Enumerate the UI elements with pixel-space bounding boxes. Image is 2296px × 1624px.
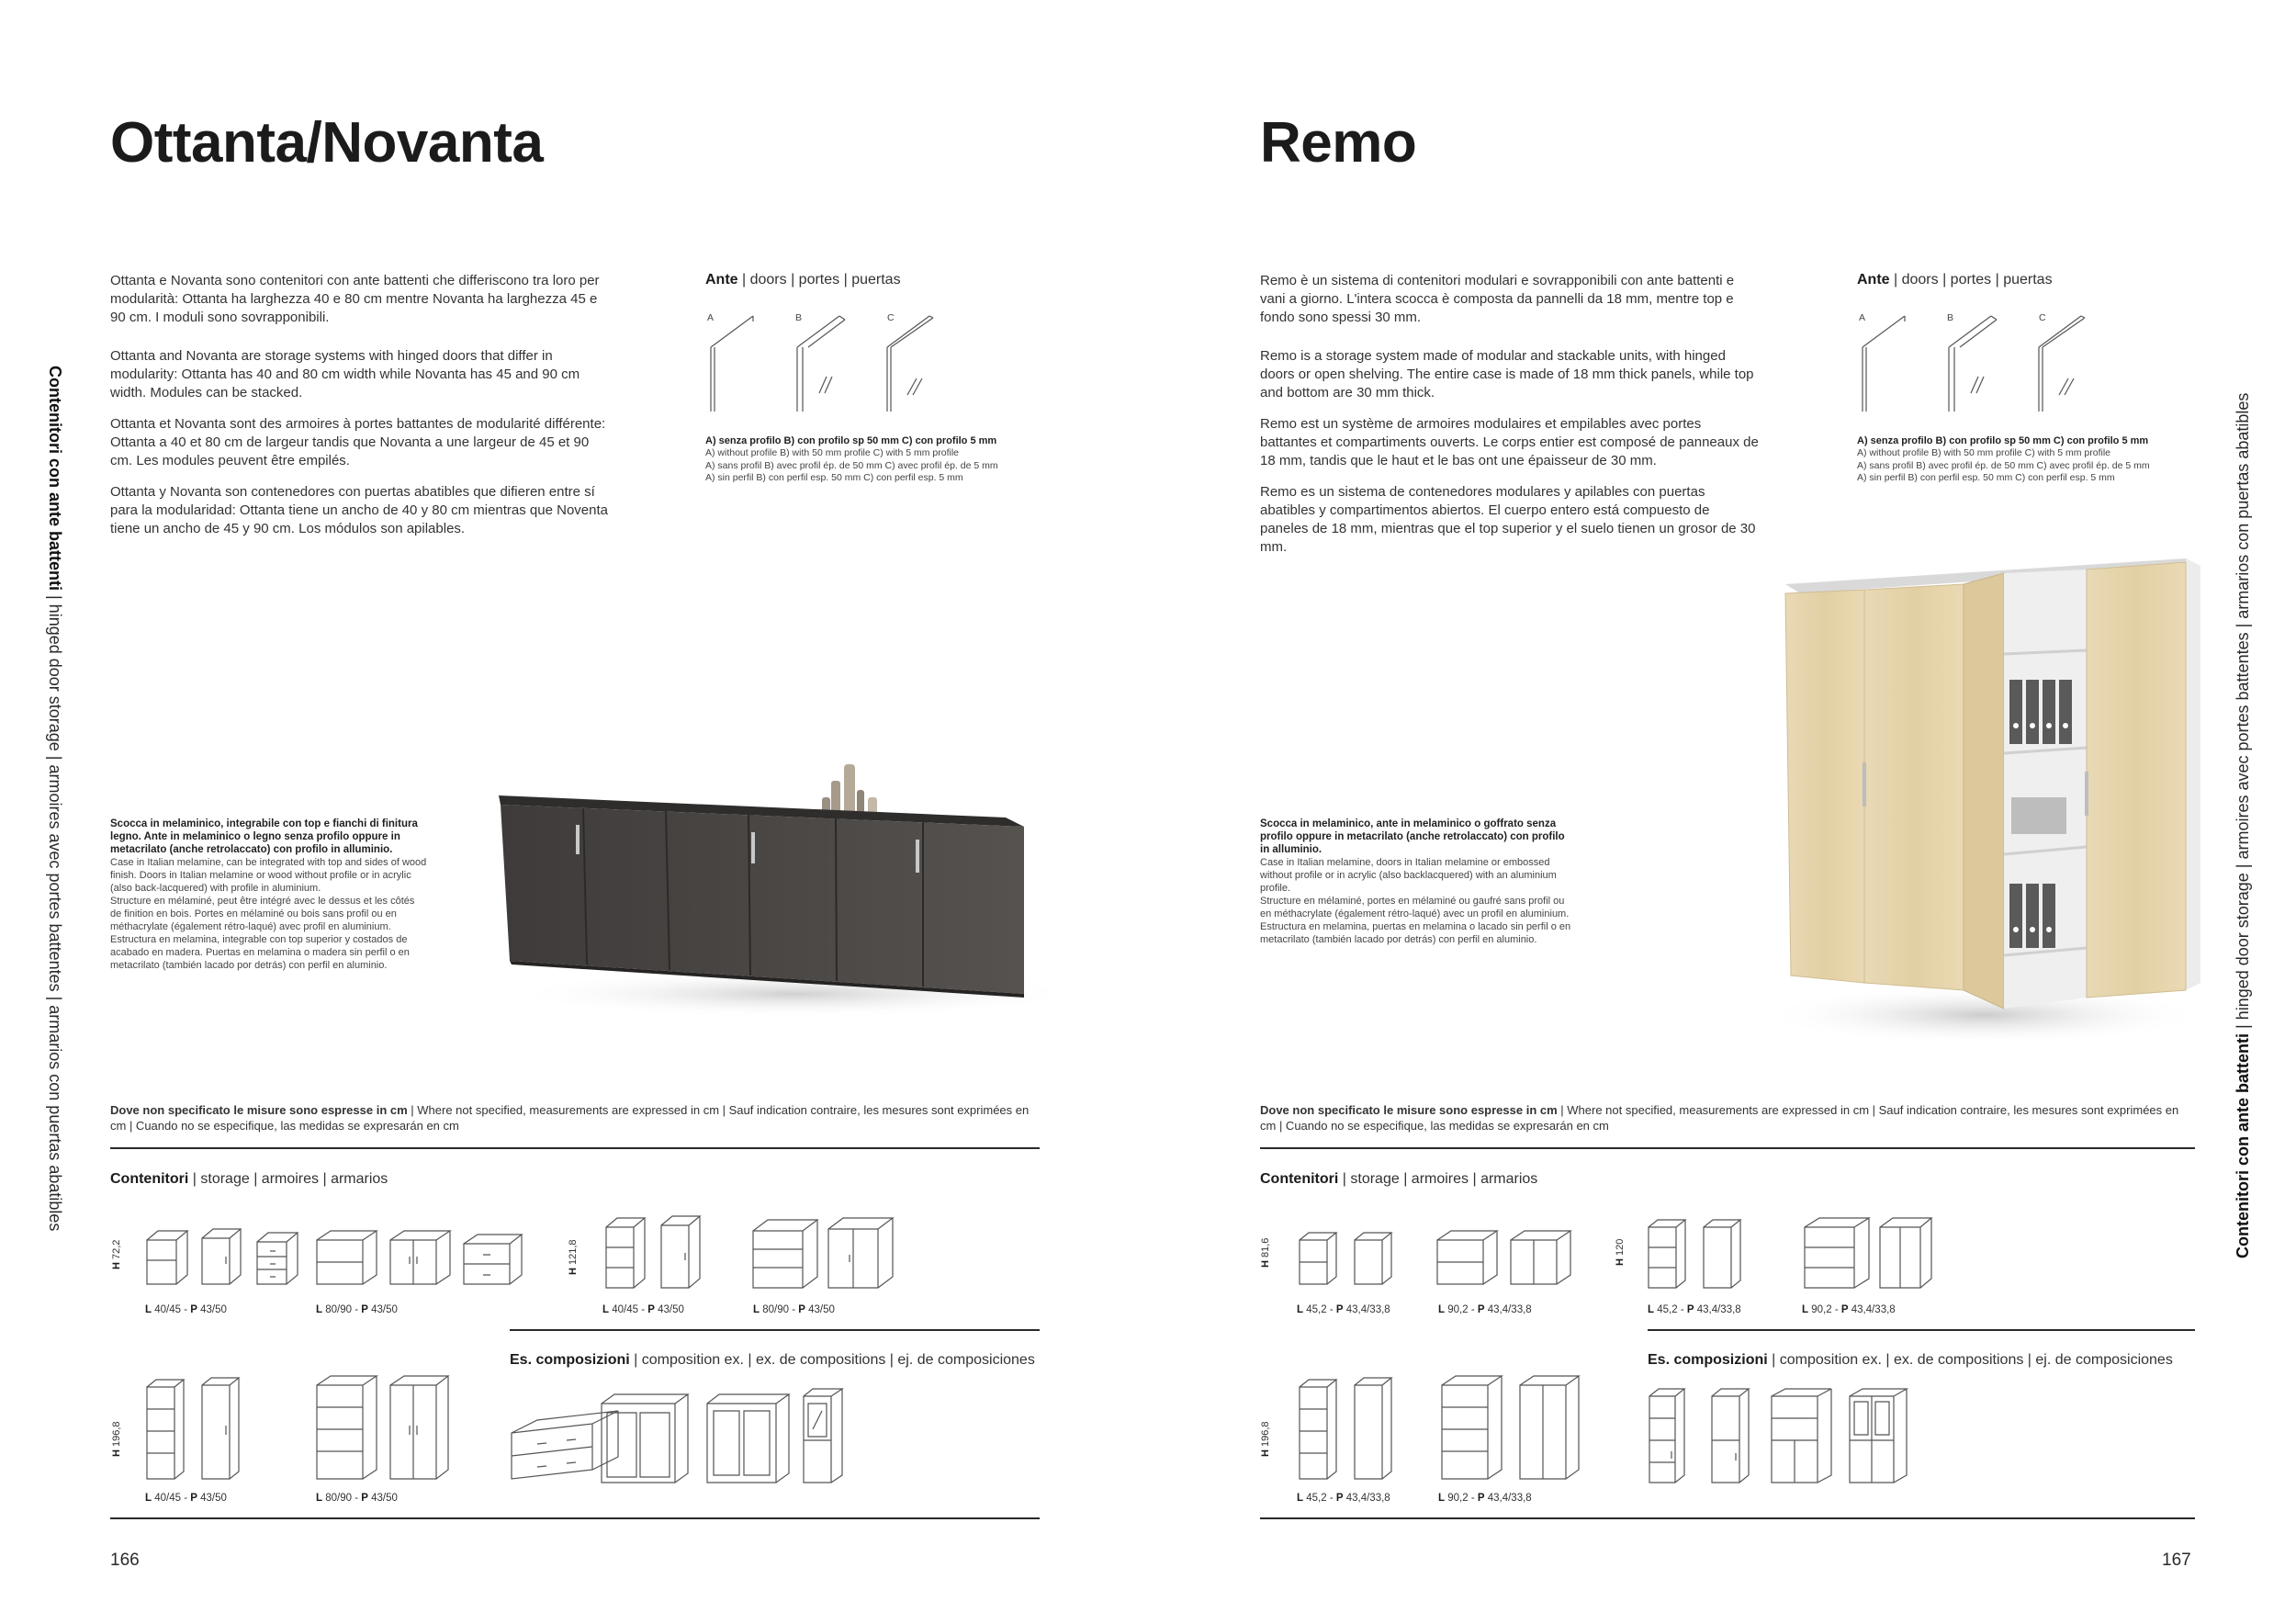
dim-5-right: L 45,2 - P 43,4/33,8 (1297, 1493, 1390, 1504)
case-caption-es: Estructura en melamina, integrable con top superior y costados de acabado en madera. Puertas en melamina o madera sin perfil o en metacrilato (también lacado por detrás) con perfil en aluminio. (110, 934, 410, 971)
doors-header-left (705, 272, 901, 288)
compositions-header-left (510, 1352, 1035, 1369)
door-label-b: B (1947, 312, 1954, 323)
door-label-c: C (887, 312, 895, 323)
paragraph-en: Remo is a storage system made of modular and stackable units, with hinged doors or open shelving. The entire case is made of 18 mm thick panels, while top and bottom are 30 mm thick. (1260, 348, 1754, 400)
doors-caption-es: A) sin perfil B) con perfil esp. 50 mm C) con perfil esp. 5 mm (1857, 472, 2115, 483)
doors-caption-en: A) without profile B) with 50 mm profile C) with 5 mm profile (1857, 447, 2110, 458)
dim-1-left: L 40/45 - P 43/50 (145, 1304, 227, 1315)
measurement-note-right (1260, 1102, 2188, 1133)
side-title-right (2234, 393, 2253, 1258)
doors-header-bold: Ante (705, 272, 738, 288)
paragraph-es: Ottanta y Novanta son contenedores con puertas abatibles que difieren entre sí para la modularidad: Ottanta tiene un ancho de 40 y 80 cm mientras que Noventa tiene un ancho de 45 y 90 cm. Los módulos son apilables. (110, 484, 608, 536)
dim-6-right: L 90,2 - P 43,4/33,8 (1438, 1493, 1532, 1504)
side-title-left (45, 366, 64, 1231)
divider-right-1 (1260, 1147, 2195, 1149)
doors-caption-right (1857, 434, 2206, 485)
door-types-illustration (705, 303, 972, 413)
doors-caption-fr: A) sans profil B) avec profil ép. de 50 mm C) avec profil ép. de 5 mm (705, 459, 998, 471)
storage-header-left (110, 1171, 388, 1188)
doors-header-bold: Ante (1857, 272, 1890, 288)
divider-left-3 (110, 1517, 1040, 1519)
case-caption-en: Case in Italian melamine, can be integrated with top and sides of wood finish. Doors in Italian melamine or wood without profile or in acrylic (also back-lacquered) with profile in aluminium. (110, 857, 427, 894)
divider-right-3 (1260, 1517, 2195, 1519)
dim-5-left: L 40/45 - P 43/50 (145, 1493, 227, 1504)
doors-caption-es: A) sin perfil B) con perfil esp. 50 mm C) con perfil esp. 5 mm (705, 472, 963, 483)
compositions-rest: | composition ex. | ex. de compositions | ej. de composiciones (629, 1352, 1035, 1368)
doors-caption-it: A) senza profilo B) con profilo sp 50 mm C) con profilo 5 mm (1857, 435, 2149, 446)
door-label-c: C (2039, 312, 2046, 323)
side-title-bold: Contenitori con ante battenti (2234, 1033, 2252, 1258)
dim-3-left: L 40/45 - P 43/50 (602, 1304, 684, 1315)
side-title-bold: Contenitori con ante battenti (46, 366, 64, 591)
paragraph-fr: Remo est un système de armoires modulaires et empilables avec portes battantes et compartiments ouverts. Le corps entier est composé de panneaux de 18 mm, tandis que le haut et le bas ont une épaisseur de 30 mm. (1260, 416, 1759, 468)
compositions-rest: | composition ex. | ex. de compositions | ej. de composiciones (1767, 1352, 2173, 1368)
dim-1-right: L 45,2 - P 43,4/33,8 (1297, 1304, 1390, 1315)
intro-it: Ottanta e Novanta sono contenitori con ante battenti che differiscono tra loro per modularità: Ottanta ha larghezza 40 e 80 cm mentre Novanta ha larghezza 45 e 90 cm. I moduli sono sovrapponibili. (110, 273, 600, 325)
intro-it: Remo è un sistema di contenitori modulari e sovrapponibili con ante battenti e vani a giorno. L'intera scocca è composta da pannelli da 18 mm, mentre top e fondo sono spessi 30 mm. (1260, 273, 1735, 325)
door-label-a: A (1859, 312, 1866, 323)
dim-4-left: L 80/90 - P 43/50 (753, 1304, 835, 1315)
case-caption-fr: Structure en mélaminé, peut être intégré avec le dessus et les côtés de finition en bois. Portes en mélaminé ou bois sans profil ou en méthacrylate (également rétro-laqué) avec profil en aluminium. (110, 896, 415, 932)
doors-caption-en: A) without profile B) with 50 mm profile C) with 5 mm profile (705, 447, 959, 458)
doors-caption-left (705, 434, 1054, 485)
doors-header-rest: | doors | portes | puertas (737, 272, 901, 288)
height-label-2: H 121,8 (568, 1239, 579, 1275)
compositions-header-right (1648, 1352, 2173, 1369)
side-title-rest: | hinged door storage | armoires avec portes battentes | armarios con puertas abatibles (46, 591, 64, 1232)
paragraph-es: Remo es un sistema de contenedores modulares y apilables con puertas abatibles y compartimentos abiertos. El cuerpo entero está compuesto de paneles de 18 mm, mientras que el top superior y el suelo tienen un grosor de 30 mm. (1260, 484, 1756, 555)
height-label-3: H 196,8 (1260, 1421, 1271, 1457)
doors-header-right (1857, 272, 2053, 288)
side-title-rest: | hinged door storage | armoires avec portes battentes | armarios con puertas abatibles (2234, 392, 2252, 1033)
door-label-a: A (707, 312, 715, 323)
case-caption-it: Scocca in melaminico, integrabile con top e fianchi di finitura legno. Ante in melaminico o legno senza profilo oppure in metacrilato (anche retrolaccato) con profilo in alluminio. (110, 818, 418, 855)
storage-header-right (1260, 1171, 1537, 1188)
intro-block-left (110, 272, 611, 551)
compositions-bold: Es. composizioni (1648, 1352, 1768, 1368)
storage-drawings-row1-right (1290, 1212, 1593, 1295)
storage-header-bold: Contenitori (1260, 1171, 1339, 1187)
height-label-3: H 196,8 (111, 1421, 122, 1457)
note-rest: | Where not specified, measurements are expressed in cm | Sauf indication contraire, les mesures sont exprimées en cm | Cuando no se especifique, las medidas se expresarán en cm (1260, 1103, 2179, 1133)
dim-3-right: L 45,2 - P 43,4/33,8 (1648, 1304, 1741, 1315)
sideboard-product-image (491, 753, 1061, 1029)
case-caption-right (1260, 818, 1577, 946)
doors-header-rest: | doors | portes | puertas (1889, 272, 2053, 288)
case-caption-fr: Structure en mélaminé, portes en mélaminé ou gaufré sans profil ou en méthacrylate (également rétro-laqué) avec un profil en aluminium. (1260, 896, 1570, 919)
case-caption-left (110, 818, 427, 972)
height-label-1: H 72,2 (111, 1239, 122, 1269)
storage-drawings-row2-left (138, 1369, 450, 1483)
note-bold: Dove non specificato le misure sono espresse in cm (110, 1103, 408, 1117)
dim-2-right: L 90,2 - P 43,4/33,8 (1438, 1304, 1532, 1315)
case-caption-en: Case in Italian melamine, doors in Italian melamine or embossed without profile or in acrylic (also backlacquered) with an aluminium profile. (1260, 857, 1557, 894)
compositions-bold: Es. composizioni (510, 1352, 630, 1368)
storage-header-bold: Contenitori (110, 1171, 189, 1187)
page-number-left: 166 (110, 1551, 140, 1570)
storage-header-rest: | storage | armoires | armarios (1338, 1171, 1538, 1187)
storage-header-rest: | storage | armoires | armarios (188, 1171, 388, 1187)
wardrobe-product-image (1763, 551, 2204, 1047)
page-title-left: Ottanta/Novanta (110, 111, 544, 175)
door-label-b: B (795, 312, 803, 323)
storage-drawings-row1b-right (1639, 1212, 1933, 1295)
note-bold: Dove non specificato le misure sono espresse in cm (1260, 1103, 1558, 1117)
storage-drawings-row2-right (1290, 1369, 1593, 1483)
height-label-1: H 81,6 (1260, 1237, 1271, 1268)
door-types-illustration (1857, 303, 2123, 413)
dim-2-left: L 80/90 - P 43/50 (316, 1304, 398, 1315)
paragraph-fr: Ottanta et Novanta sont des armoires à portes battantes de modularité différente: Ottanta a 40 et 80 cm de largeur tandis que Novanta a une largeur de 45 et 90 cm. Les modules peuvent être empilés. (110, 416, 606, 468)
page-number-right: 167 (2162, 1551, 2191, 1570)
storage-drawings-row1b-left (597, 1212, 900, 1295)
measurement-note-left (110, 1102, 1038, 1133)
note-rest: | Where not specified, measurements are expressed in cm | Sauf indication contraire, les mesures sont exprimées en cm | Cuando no se especifique, las medidas se expresarán en cm (110, 1103, 1030, 1133)
height-label-2: H 120 (1615, 1238, 1626, 1266)
dim-4-right: L 90,2 - P 43,4/33,8 (1802, 1304, 1896, 1315)
doors-caption-it: A) senza profilo B) con profilo sp 50 mm C) con profilo 5 mm (705, 435, 997, 446)
page-title-right: Remo (1260, 111, 1417, 175)
paragraph-en: Ottanta and Novanta are storage systems with hinged doors that differ in modularity: Ottanta has 40 and 80 cm width while Novanta has 45 and 90 cm width. Modules can be stacked. (110, 348, 580, 400)
case-caption-es: Estructura en melamina, puertas en melamina o lacado sin perfil o en metacrilato (también lacado por detrás) con perfil en aluminio. (1260, 921, 1571, 945)
case-caption-it: Scocca in melaminico, ante in melaminico o goffrato senza profilo oppure in metacrilato (anche retrolaccato) con profilo in alluminio. (1260, 818, 1565, 855)
divider-left-1 (110, 1147, 1040, 1149)
dim-6-left: L 80/90 - P 43/50 (316, 1493, 398, 1504)
compositions-drawings-right (1648, 1387, 2199, 1488)
storage-drawings-row1-left (138, 1212, 523, 1295)
intro-block-right (1260, 272, 1761, 570)
divider-right-2 (1648, 1329, 2195, 1331)
divider-left-2 (510, 1329, 1040, 1331)
doors-caption-fr: A) sans profil B) avec profil ép. de 50 mm C) avec profil ép. de 5 mm (1857, 459, 2150, 471)
compositions-drawings-left (510, 1387, 1042, 1488)
